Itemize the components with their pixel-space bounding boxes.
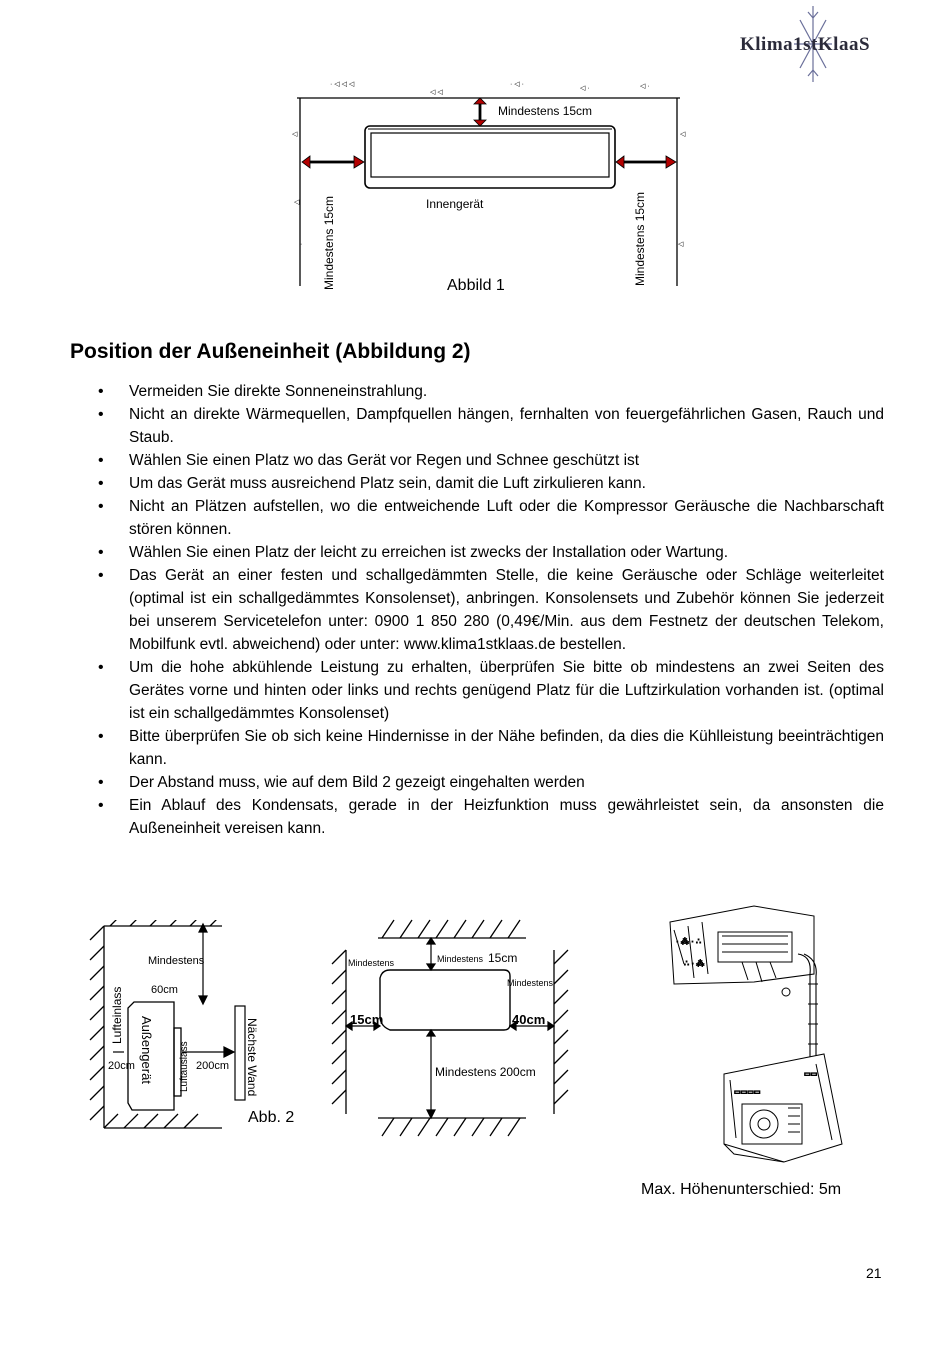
inlet-clearance-value: 20cm [108,1060,135,1072]
svg-text:·: · [300,241,303,248]
figure-3-installation-sketch [664,904,854,1169]
bullet-item: • Wählen Sie einen Platz der leicht zu erreichen ist zwecks der Installation oder Wartung. [92,541,884,564]
page-number: 21 [866,1265,882,1281]
brand-logo-text: Klima1stKlaaS [740,34,871,55]
top-clearance-label: Mindestens 15cm [498,104,593,118]
svg-text:◁ ·: ◁ · [580,85,590,92]
svg-text:◁: ◁ [678,241,684,248]
bullet-item: • Bitte überprüfen Sie ob sich keine Hindernisse in der Nähe befinden, da dies die Kühlleistung beeinträchtigen kann. [92,725,884,771]
figure-2b-outdoor-unit-top [326,914,576,1144]
left-clearance-value: 15cm [350,1012,384,1027]
svg-text:▭▭▭▭: ▭▭▭▭ [734,1089,761,1096]
bullet-item: • Um das Gerät muss ausreichend Platz sein, damit die Luft zirkulieren kann. [92,472,884,495]
figure-2a-outdoor-unit-side [88,920,308,1135]
bullet-list [92,380,884,840]
svg-text:· ◁ ◁ ◁: · ◁ ◁ ◁ [330,81,355,88]
outlet-clearance-value: 200cm [196,1060,230,1072]
bullet-item: • Nicht an direkte Wärmequellen, Dampfquellen hängen, fernhalten von feuergefährlichen Gasen, Rauch und Staub. [92,403,884,449]
bullet-item: • Nicht an Plätzen aufstellen, wo die entweichende Luft oder die Kompressor Geräusche die Nachbarschaft stören können. [92,495,884,541]
upper-wall-with-indoor-unit [670,906,814,996]
wall-texture [292,81,686,248]
top-clearance-value: 15cm [488,951,518,965]
indoor-unit [365,126,615,188]
figure-1-caption: Abbild 1 [447,277,505,294]
right-clearance-label: Mindestens [507,978,554,988]
next-wall-label: Nächste Wand [245,1018,259,1097]
bullet-item: • Wählen Sie einen Platz wo das Gerät vor Regen und Schnee geschützt ist [92,449,884,472]
svg-text:◁ ·: ◁ · [640,83,650,90]
bullet-item: • Das Gerät an einer festen und schallgedämmten Stelle, die keine Geräusche oder Schläge weiterleitet (optimal ist ein schallgedämmtes Konsolenset), anbringen. Konsolensets und Zubehör können Sie jederzeit bei unserem Servicetelefon unter: 0900 1 850 280 (0,49€/Min. aus dem Festnetz der deutschen Telekom, Mobilfunk evtl. abweichend) oder unter: www.klima1stklaas.de bestellen. [92,564,884,656]
svg-text:· ◁ ·: · ◁ · [510,81,524,88]
right-clearance-value: 40cm [512,1012,546,1027]
top-clearance-label: Mindestens [437,954,484,964]
indoor-unit-label: Innengerät [426,197,484,211]
bullet-item: • Vermeiden Sie direkte Sonneneinstrahlung. [92,380,884,403]
outdoor-unit-outline [380,970,510,1030]
svg-text:◁: ◁ [680,131,686,138]
air-outlet-label: Luftauslass [179,1041,190,1092]
bottom-clearance-label: Mindestens 200cm [435,1065,536,1079]
left-clearance-label: Mindestens [348,958,395,968]
left-clearance-label: Mindestens 15cm [322,195,336,290]
svg-text:◁: ◁ [292,131,298,138]
figure-1-indoor-unit-diagram [280,76,700,306]
bullet-item: • Ein Ablauf des Kondensats, gerade in der Heizfunktion muss gewährleistet sein, da ansonsten die Außeneinheit vereisen kann. [92,794,884,840]
svg-text:▭▭: ▭▭ [804,1071,818,1078]
top-clearance-label: Mindestens [148,955,205,967]
air-inlet-label: Lufteinlass [110,986,124,1044]
svg-text:· ⁂ · ∴: · ⁂ · ∴ [676,937,702,946]
bullet-item: • Um die hohe abkühlende Leistung zu erhalten, überprüfen Sie bitte ob mindestens an zwei Seiten des Gerätes vorne und hinten oder links und rechts genügend Platz für die Luftzirkulation vorhanden ist. (optimal ist ein schallgedämmtes Konsolenset) [92,656,884,725]
svg-text:∴ · ⁂: ∴ · ⁂ [684,959,705,968]
lower-wall-with-outdoor-unit [724,1054,842,1162]
figure-2-caption: Abb. 2 [248,1109,295,1126]
section-title: Position der Außeneinheit (Abbildung 2) [70,340,471,363]
svg-text:◁ ◁: ◁ ◁ [430,89,443,96]
outdoor-unit-label: Außengerät [139,1016,154,1084]
bullet-item: • Der Abstand muss, wie auf dem Bild 2 gezeigt eingehalten werden [92,771,884,794]
svg-text:·: · [676,181,679,188]
brand-logo [740,4,900,84]
svg-text:◁: ◁ [294,199,300,206]
right-clearance-label: Mindestens 15cm [633,191,647,286]
height-difference-caption: Max. Höhenunterschied: 5m [641,1181,842,1198]
top-clearance-value: 60cm [151,984,178,996]
